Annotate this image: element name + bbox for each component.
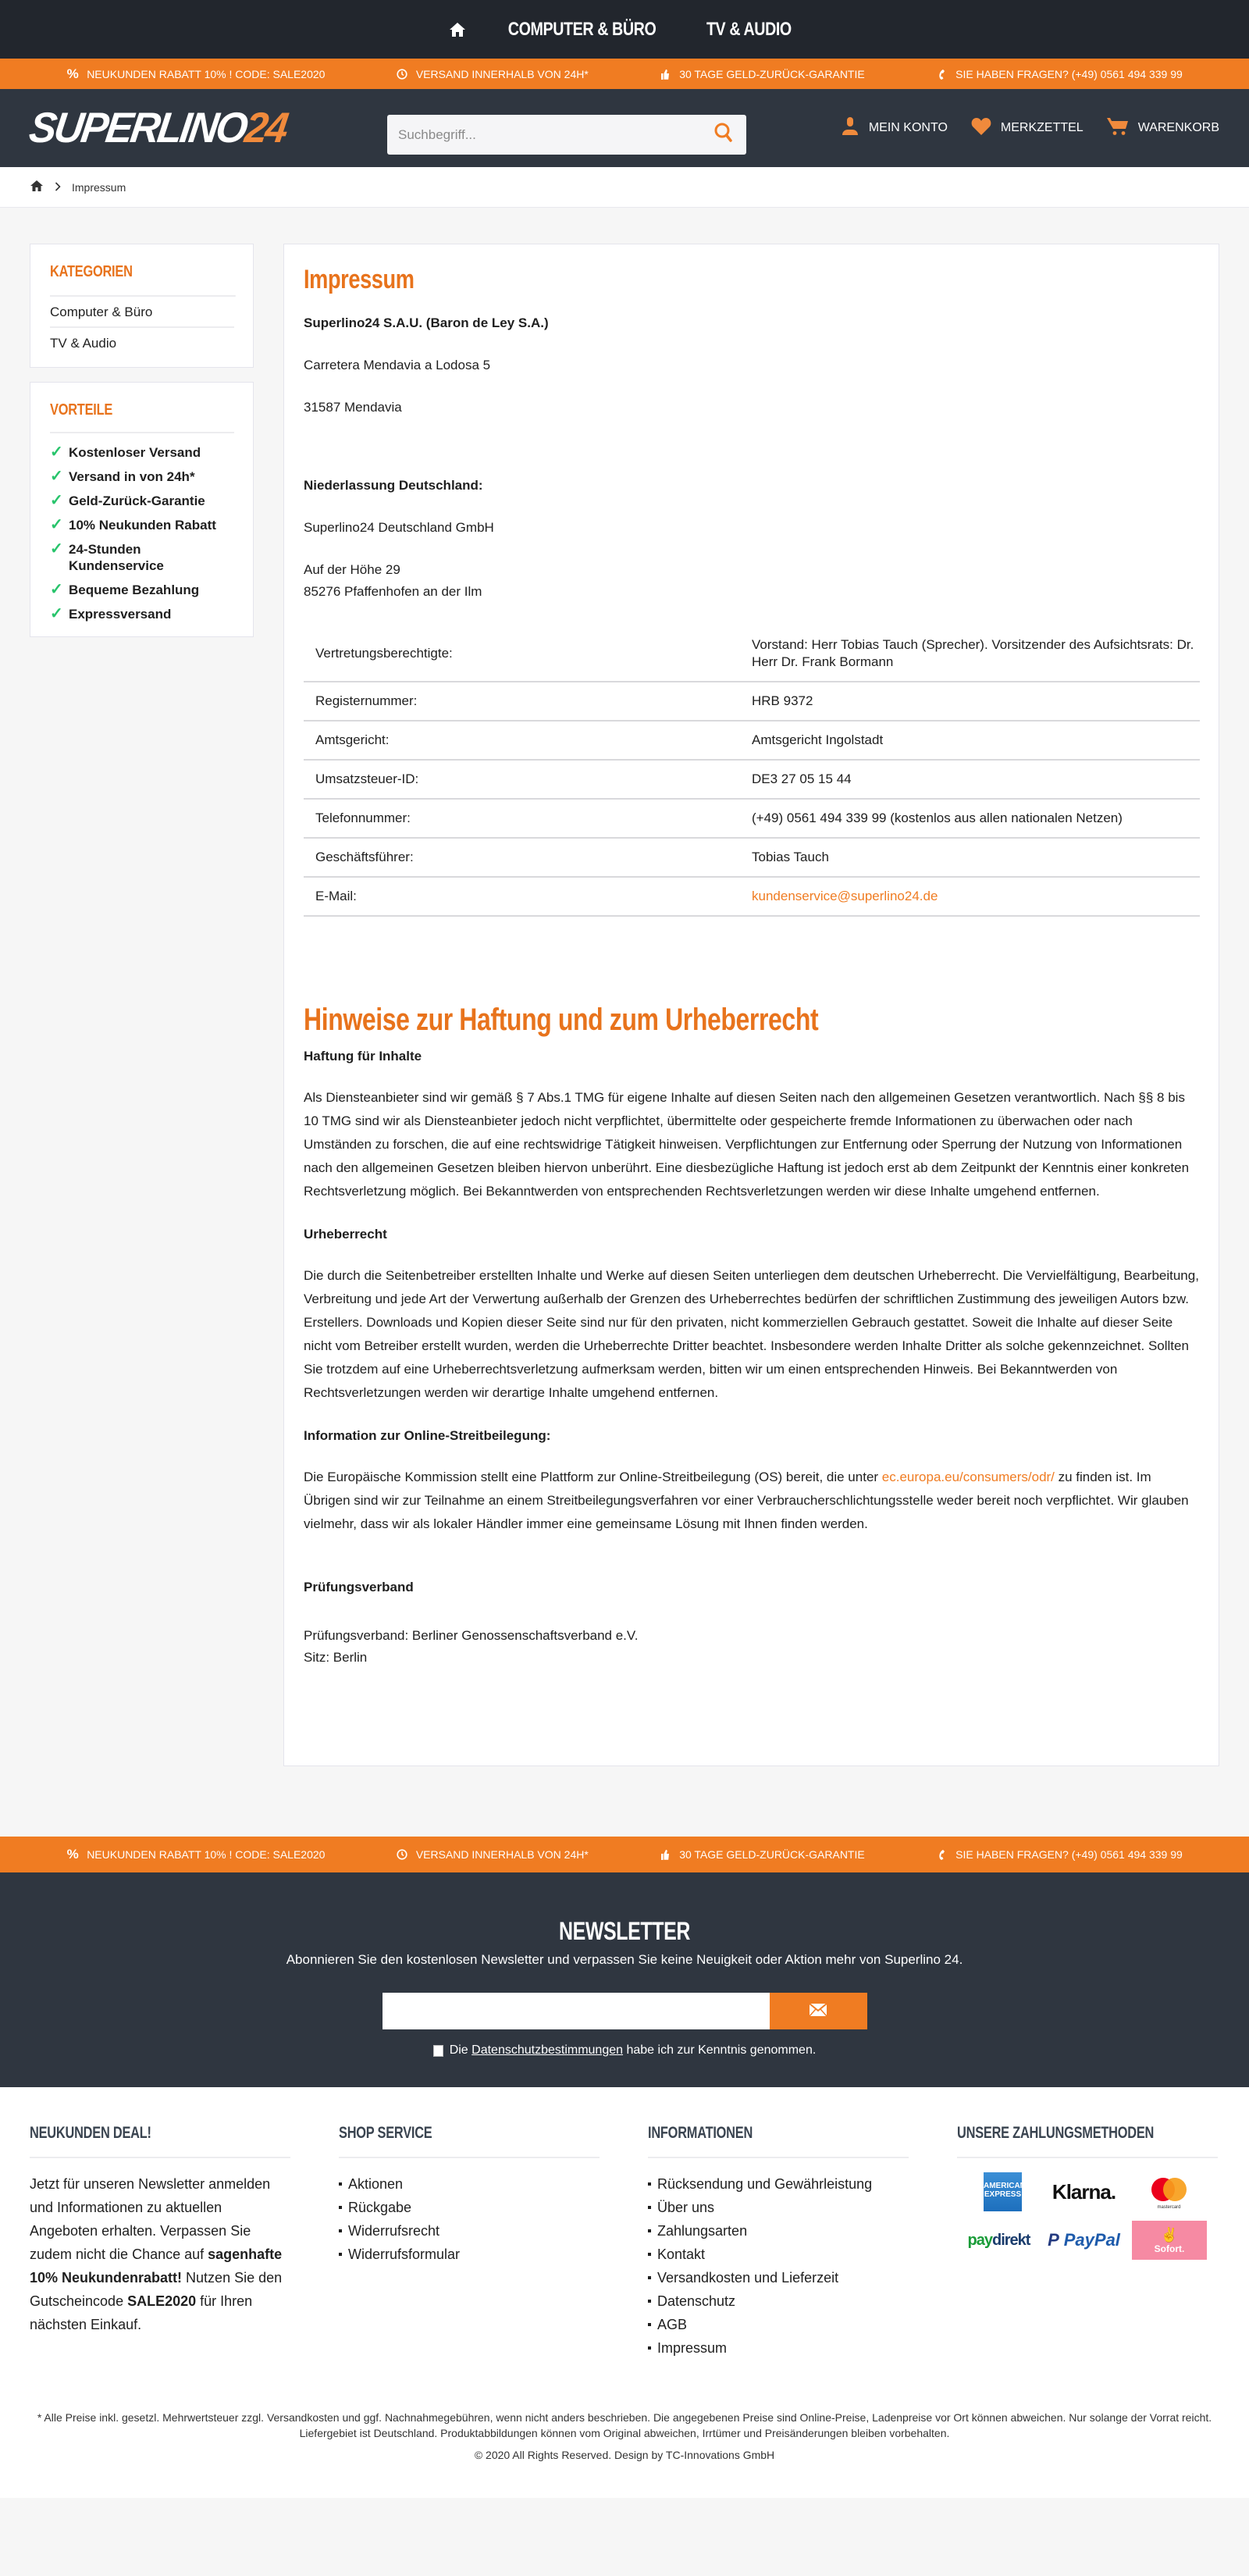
impressum-content <box>283 244 1219 1766</box>
newsletter-subtitle: Abonnieren Sie den kostenlosen Newsletter und verpassen Sie keine Neuigkeit oder Aktion mehr von Superlino 24. <box>286 1952 963 1967</box>
table-row <box>304 838 1200 877</box>
benefit-item: ✓ Geld-Zurück-Garantie <box>50 492 205 509</box>
branch-name: Superlino24 Deutschland GmbH <box>304 520 494 535</box>
row-label: E-Mail: <box>304 877 752 916</box>
benefit-item: ✓ Expressversand <box>50 605 172 622</box>
benefit-item: ✓ 10% Neukunden Rabatt <box>50 516 216 533</box>
footer-deal-title: NEUKUNDEN DEAL! <box>30 2124 151 2142</box>
pruef-heading: Prüfungsverband <box>304 1580 414 1594</box>
branch-street: Auf der Höhe 29 <box>304 562 400 577</box>
user-icon <box>841 117 859 140</box>
odr-text: Die Europäische Kommission stellt eine Plattform zur Online-Streitbeilegung (OS) bereit, die unter ec.europa.eu/consumers/odr/ zu finden ist. Im Übrigen sind wir zur Teilnahme an einem Streitbeilegungsverfahren vor einer Verbraucherschlichtungsstelle weder bereit noch verpflichtet. Wir glauben vielmehr, dass wir als lokaler Händler immer eine gemeinsame Lösung mit Ihnen finden werden. <box>304 1470 1189 1531</box>
odr-link[interactable]: ec.europa.eu/consumers/odr/ <box>881 1470 1055 1484</box>
privacy-policy-link[interactable]: Datenschutzbestimmungen <box>471 2043 624 2057</box>
newsletter-title: NEWSLETTER <box>558 1917 691 1945</box>
footer-col-service <box>339 2124 600 2363</box>
thumbs-up-icon <box>659 1848 671 1861</box>
row-label: Registernummer: <box>304 682 752 721</box>
newsletter-section <box>0 1872 1249 2087</box>
privacy-consent-checkbox[interactable] <box>433 2045 443 2057</box>
phone-icon <box>935 68 948 80</box>
clock-icon <box>396 68 408 80</box>
footer-link-widerrufsformular[interactable]: Widerrufsformular <box>339 2243 600 2266</box>
company-info-table <box>304 626 1200 917</box>
mastercard-logo: mastercard <box>1150 2176 1189 2207</box>
categories-card <box>30 244 254 368</box>
page-bottom <box>0 2498 1249 2576</box>
breadcrumb <box>0 167 1249 208</box>
percent-icon: % <box>66 1847 79 1862</box>
klarna-logo: Klarna. <box>1052 2179 1116 2204</box>
benefit-item: ✓ Versand in von 24h* <box>50 468 195 485</box>
branch-city: 85276 Pfaffenhofen an der Ilm <box>304 584 482 599</box>
checkmark-icon: ✓ <box>50 516 63 533</box>
wishlist-link[interactable]: MERKZETTEL <box>971 117 1084 140</box>
sidebar-item-tv-audio[interactable]: TV & Audio <box>50 336 117 351</box>
sidebar-item-computer-buero[interactable]: Computer & Büro <box>50 297 234 328</box>
percent-icon: % <box>66 66 79 81</box>
row-label: Telefonnummer: <box>304 799 752 838</box>
row-label: Umsatzsteuer-ID: <box>304 760 752 799</box>
phone-icon <box>935 1848 948 1861</box>
checkmark-icon: ✓ <box>50 540 63 558</box>
usp-item <box>66 68 325 80</box>
benefit-item: ✓ Bequeme Bezahlung <box>50 581 200 598</box>
newsletter-submit-button[interactable] <box>770 1993 867 2029</box>
usp-text: VERSAND INNERHALB VON 24H* <box>415 1848 589 1861</box>
amex-logo: AMERICAN EXPRESS <box>984 2172 1022 2211</box>
footer-link-impressum[interactable]: Impressum <box>648 2336 909 2360</box>
header-links <box>841 89 1219 167</box>
pruef-line-2: Sitz: Berlin <box>304 1650 368 1665</box>
table-row <box>304 682 1200 721</box>
table-row <box>304 877 1200 916</box>
benefit-item: ✓ 24-Stunden Kundenservice <box>50 540 164 573</box>
footer-link-aktionen[interactable]: Aktionen <box>339 2172 600 2196</box>
row-label: Amtsgericht: <box>304 721 752 760</box>
newsletter-email-input[interactable] <box>383 1993 770 2029</box>
newsletter-form <box>0 1993 1249 2029</box>
search-icon[interactable] <box>713 122 734 148</box>
search-input[interactable] <box>398 127 713 143</box>
row-value: Vorstand: Herr Tobias Tauch (Sprecher). Vorsitzender des Aufsichtsrats: Dr. Herr Dr. Frank Bormann <box>752 626 1200 682</box>
footer-link-datenschutz[interactable]: Datenschutz <box>648 2289 909 2313</box>
thumbs-up-icon <box>659 68 671 80</box>
row-value: (+49) 0561 494 339 99 (kostenlos aus allen nationalen Netzen) <box>752 799 1200 838</box>
row-value: HRB 9372 <box>752 682 1200 721</box>
footer-link-rueckgabe[interactable]: Rückgabe <box>339 2196 600 2219</box>
company-city: 31587 Mendavia <box>304 400 402 415</box>
row-label: Vertretungsberechtigte: <box>304 626 752 682</box>
nav-computer-buero[interactable]: COMPUTER & BÜRO <box>507 18 657 40</box>
clock-icon <box>396 1848 408 1861</box>
checkmark-icon: ✓ <box>50 444 63 461</box>
footer-payment-title: UNSERE ZAHLUNGSMETHODEN <box>957 2124 1155 2142</box>
pruef-line-1: Prüfungsverband: Berliner Genossenschaftsverband e.V. <box>304 1628 639 1643</box>
usp-text: VERSAND INNERHALB VON 24H* <box>415 67 589 80</box>
table-row <box>304 760 1200 799</box>
payment-logos <box>957 2172 1218 2260</box>
usp-item <box>66 1848 325 1861</box>
table-row <box>304 626 1200 682</box>
heart-icon <box>971 117 991 140</box>
branch-heading: Niederlassung Deutschland: <box>304 478 483 493</box>
row-label: Geschäftsführer: <box>304 838 752 877</box>
top-category-nav <box>0 0 1249 59</box>
sofort-logo: ✌ Sofort. <box>1132 2221 1207 2260</box>
footer-usp-bar <box>0 1837 1249 1872</box>
envelope-icon <box>810 2004 827 2018</box>
privacy-consent: Die Datenschutzbestimmungen habe ich zur Kenntnis genommen. <box>0 2043 1249 2058</box>
footer-link-widerrufsrecht[interactable]: Widerrufsrecht <box>339 2219 600 2243</box>
table-row <box>304 799 1200 838</box>
usp-text: 30 TAGE GELD-ZURÜCK-GARANTIE <box>679 1848 865 1861</box>
paydirekt-logo: pay direkt <box>967 2231 1030 2249</box>
footer-col-payment <box>957 2124 1218 2363</box>
footer-link-versandkosten[interactable]: Versandkosten und Lieferzeit <box>648 2266 909 2289</box>
categories-title: KATEGORIEN <box>50 263 236 297</box>
usp-item <box>396 68 589 80</box>
liability-title: Hinweise zur Haftung und zum Urheberrecht <box>304 1003 819 1037</box>
price-disclaimer: * Alle Preise inkl. gesetzl. Mehrwertsteuer zzgl. Versandkosten und ggf. Nachnahmegebühren, wenn nicht anders beschrieben. Die angegebenen Preise sind Online-Preise, Ladenpreise vor Ort können abweichen. Nur solange der Vorrat reicht. Liefergebiet ist Deutschland. Produktabbildungen können vom Original abweichen, Irrtümer und Preisänderungen bleiben vorbehalten. <box>37 2411 1212 2439</box>
footer-service-title: SHOP SERVICE <box>339 2124 432 2142</box>
benefit-item: ✓ Kostenloser Versand <box>50 444 201 461</box>
haftung-text: Als Diensteanbieter sind wir gemäß § 7 Abs.1 TMG für eigene Inhalte auf diesen Seiten nach den allgemeinen Gesetzen verantwortlich. Nach §§ 8 bis 10 TMG sind wir als Diensteanbieter jedoch nicht verpflichtet, übermittelte oder gespeicherte fremde Informationen zu überwachen oder nach Umständen zu forschen, die auf eine rechtswidrige Tätigkeit hinweisen. Verpflichtungen zur Entfernung oder Sperrung der Nutzung von Informationen nach den allgemeinen Gesetzen bleiben hiervon unberührt. Eine diesbezügliche Haftung ist jedoch erst ab dem Zeitpunkt der Kenntnis einer konkreten Rechtsverletzung möglich. Bei Bekanntwerden von entsprechenden Rechtsverletzungen werden wir diese Inhalte umgehend entfernen. <box>304 1090 1190 1199</box>
odr-heading: Information zur Online-Streitbeilegung: <box>304 1428 551 1443</box>
checkmark-icon: ✓ <box>50 492 63 509</box>
footer-col-info <box>648 2124 909 2363</box>
usp-item <box>935 1848 1183 1861</box>
site-header <box>0 89 1249 167</box>
breadcrumb-current: Impressum <box>72 180 126 194</box>
urheber-heading: Urheberrecht <box>304 1227 387 1242</box>
footer-info-title: INFORMATIONEN <box>648 2124 753 2142</box>
copyright: © 2020 All Rights Reserved. Design by TC-Innovations GmbH <box>474 2449 775 2461</box>
benefits-title: VORTEILE <box>50 401 113 419</box>
home-icon[interactable] <box>30 180 44 194</box>
paypal-logo: P PayPal <box>1048 2230 1120 2250</box>
benefits-card <box>30 382 254 637</box>
footer-col-deal <box>30 2124 290 2363</box>
chevron-right-icon <box>55 181 61 194</box>
footer-link-ruecksendung[interactable]: Rücksendung und Gewährleistung <box>648 2172 909 2196</box>
usp-text: SIE HABEN FRAGEN? (+49) 0561 494 339 99 <box>955 67 1183 80</box>
usp-text: NEUKUNDEN RABATT 10% ! CODE: SALE2020 <box>87 1848 326 1861</box>
footer-link-agb[interactable]: AGB <box>648 2313 909 2336</box>
search-box <box>387 115 746 155</box>
benefits-list <box>50 433 234 622</box>
cart-icon <box>1107 117 1129 140</box>
main-area <box>0 208 1249 1837</box>
company-name: Superlino24 S.A.U. (Baron de Ley S.A.) <box>304 315 549 330</box>
footer-link-ueber-uns[interactable]: Über uns <box>648 2196 909 2219</box>
usp-text: SIE HABEN FRAGEN? (+49) 0561 494 339 99 <box>955 1848 1183 1861</box>
usp-bar <box>0 59 1249 89</box>
table-row <box>304 721 1200 760</box>
email-link[interactable]: kundenservice@superlino24.de <box>752 889 938 903</box>
usp-item <box>396 1848 589 1861</box>
haftung-heading: Haftung für Inhalte <box>304 1049 422 1064</box>
footer-link-zahlungsarten[interactable]: Zahlungsarten <box>648 2219 909 2243</box>
my-account-link[interactable]: MEIN KONTO <box>841 117 948 140</box>
sidebar <box>30 244 254 637</box>
row-value: DE3 27 05 15 44 <box>752 760 1200 799</box>
nav-tv-audio[interactable]: TV & AUDIO <box>706 18 792 40</box>
company-street: Carretera Mendavia a Lodosa 5 <box>304 358 491 372</box>
cart-link[interactable]: WARENKORB <box>1107 117 1219 140</box>
home-icon[interactable] <box>448 20 467 39</box>
usp-item <box>659 1848 865 1861</box>
usp-text: 30 TAGE GELD-ZURÜCK-GARANTIE <box>679 67 865 80</box>
urheber-text: Die durch die Seitenbetreiber erstellten Inhalte und Werke auf diesen Seiten unterliegen dem deutschen Urheberrecht. Die Vervielfältigung, Bearbeitung, Verbreitung und jede Art der Verwertung außerhalb der Grenzen des Urheberrechtes bedürfen der schriftlichen Zustimmung des jeweiligen Autors bzw. Erstellers. Downloads und Kopien dieser Seite sind nur für den privaten, nicht kommerziellen Gebrauch gestattet. Soweit die Inhalte auf dieser Seite nicht vom Betreiber erstellt wurden, werden die Urheberrechte Dritter beachtet. Insbesondere werden Inhalte Dritter als solche gekennzeichnet. Sollten Sie trotzdem auf eine Urheberrechtsverletzung aufmerksam werden, bitten wir um einen entsprechenden Hinweis. Bei Bekanntwerden von Rechtsverletzungen werden wir derartige Inhalte umgehend entfernen. <box>304 1268 1199 1400</box>
legal-notice <box>0 2394 1249 2498</box>
row-value: Tobias Tauch <box>752 838 1200 877</box>
page-title: Impressum <box>304 265 415 294</box>
logo[interactable]: SUPERLINO 24 <box>26 104 290 152</box>
usp-item <box>659 68 865 80</box>
usp-item <box>935 68 1183 80</box>
footer-link-kontakt[interactable]: Kontakt <box>648 2243 909 2266</box>
checkmark-icon: ✓ <box>50 581 63 598</box>
row-value: Amtsgericht Ingolstadt <box>752 721 1200 760</box>
footer-deal-text: Jetzt für unseren Newsletter anmelden und Informationen zu aktuellen Angeboten erhalten. Verpassen Sie zudem nicht die Chance auf sagenhafte 10% Neukundenrabatt! Nutzen Sie den Gutscheincode SALE2020 für Ihren nächsten Einkauf. <box>30 2176 283 2332</box>
footer-columns <box>0 2087 1249 2394</box>
checkmark-icon: ✓ <box>50 605 63 622</box>
usp-text: NEUKUNDEN RABATT 10% ! CODE: SALE2020 <box>87 67 326 80</box>
checkmark-icon: ✓ <box>50 468 63 485</box>
